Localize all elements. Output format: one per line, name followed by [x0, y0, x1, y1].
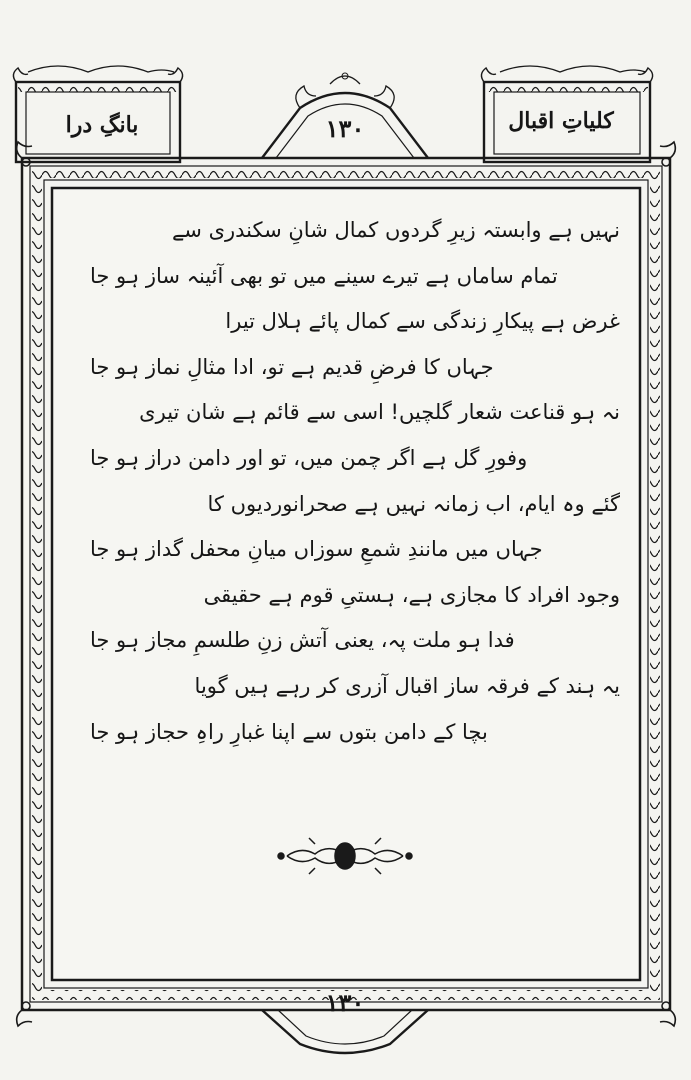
poem-line: فدا ہو ملت پہ، یعنی آتش زنِ طلسمِ مجاز ہو جا — [90, 628, 515, 653]
poem-line: بچا کے دامن بتوں سے اپنا غبارِ راہِ حجاز ہو جا — [90, 719, 488, 744]
poem-line: یہ ہند کے فرقہ ساز اقبال آزری کر رہے ہیں گویا — [194, 673, 620, 698]
page-number-bottom: ۱۳۰ — [325, 988, 365, 1017]
poem-line: نہیں ہے وابستہ زیرِ گردوں کمال شانِ سکندری سے — [172, 218, 620, 242]
poem-line: نہ ہو قناعت شعار گلچیں! اسی سے قائم ہے شان تیری — [139, 400, 620, 425]
poem-line: جہاں میں مانندِ شمعِ سوزاں میانِ محفل گداز ہو جا — [90, 537, 543, 562]
poem-text — [80, 208, 620, 755]
poem-line: گئے وہ ایام، اب زمانہ نہیں ہے صحرانوردیوں کا — [207, 491, 620, 516]
book-title: کلیاتِ اقبال — [508, 108, 614, 134]
section-title: بانگِ درا — [65, 112, 139, 138]
poem-line: تمام ساماں ہے تیرے سینے میں تو بھی آئینہ ساز ہو جا — [90, 263, 558, 288]
poem-line: وفورِ گل ہے اگر چمن میں، تو اور دامن دراز ہو جا — [90, 445, 528, 470]
poem-line: جہاں کا فرضِ قدیم ہے تو، ادا مثالِ نماز ہو جا — [90, 354, 494, 379]
page-number-top: ۱۳۰ — [325, 114, 365, 143]
poem-line: وجود افراد کا مجازی ہے، ہستیِ قوم ہے حقیقی — [203, 582, 620, 607]
poem-line: غرض ہے پیکارِ زندگی سے کمال پائے ہلال تیرا — [225, 309, 620, 334]
